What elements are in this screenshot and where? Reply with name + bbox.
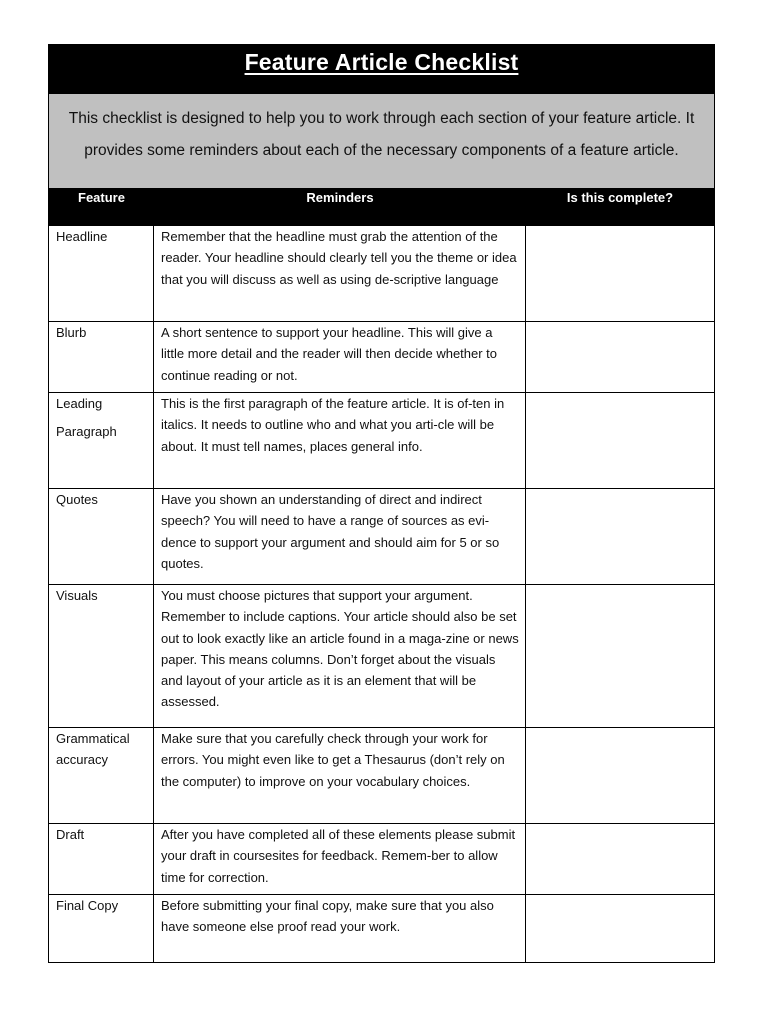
row-complete-cell[interactable]	[526, 489, 714, 584]
row-complete-cell[interactable]	[526, 393, 714, 488]
row-feature-line2: Paragraph	[56, 424, 117, 439]
table-row-visuals	[49, 584, 714, 727]
document-title: Feature Article Checklist	[244, 49, 519, 75]
row-complete-cell[interactable]	[526, 824, 714, 894]
header-reminders: Reminders	[306, 190, 374, 205]
row-reminder: Make sure that you carefully check through your work for errors. You might even like to get a Thesaurus (don’t rely on the computer) to improve on your vocabulary choices.	[154, 728, 526, 823]
row-feature: Blurb	[49, 322, 154, 392]
table-row-leading-paragraph	[49, 392, 714, 488]
table-row-quotes	[49, 488, 714, 584]
header-complete: Is this complete?	[566, 190, 674, 205]
row-feature: Draft	[49, 824, 154, 894]
title-bar	[49, 45, 714, 93]
row-reminder: Remember that the headline must grab the attention of the reader. Your headline should clearly tell you the theme or idea that you will discuss as well as using de-scriptive language	[154, 226, 526, 321]
table-row-headline	[49, 225, 714, 321]
row-complete-cell[interactable]	[526, 895, 714, 962]
table-row-final-copy	[49, 894, 714, 962]
row-complete-cell[interactable]	[526, 728, 714, 823]
row-reminder: Have you shown an understanding of direct and indirect speech? You will need to have a range of sources as evi-dence to support your argument and should aim for 5 or so quotes.	[154, 489, 526, 584]
table-row-blurb	[49, 321, 714, 392]
row-complete-cell[interactable]	[526, 322, 714, 392]
intro-text: This checklist is designed to help you to work through each section of your feature article. It provides some reminders about each of the necessary components of a feature article.	[49, 93, 714, 188]
row-feature	[49, 393, 154, 488]
row-feature: Final Copy	[49, 895, 154, 962]
row-feature: Quotes	[49, 489, 154, 584]
row-feature-line1: Leading	[56, 396, 103, 411]
row-reminder: You must choose pictures that support your argument. Remember to include captions. Your article should also be set out to look exactly like an article found in a maga-zine or news paper. This means columns. Don’t forget about the visuals and layout of your article as it is an element that will be assessed.	[154, 585, 526, 727]
table-header	[49, 188, 714, 225]
checklist-sheet	[48, 44, 715, 963]
table-row-grammatical-accuracy	[49, 727, 714, 823]
row-reminder: This is the first paragraph of the feature article. It is of-ten in italics. It needs to outline who and what you arti-cle will be about. It must tell names, places general info.	[154, 393, 526, 488]
header-feature: Feature	[78, 190, 125, 205]
row-complete-cell[interactable]	[526, 585, 714, 727]
row-feature: Visuals	[49, 585, 154, 727]
row-reminder: After you have completed all of these elements please submit your draft in coursesites for feedback. Remem-ber to allow time for correction.	[154, 824, 526, 894]
row-reminder: A short sentence to support your headline. This will give a little more detail and the reader will then decide whether to continue reading or not.	[154, 322, 526, 392]
row-complete-cell[interactable]	[526, 226, 714, 321]
row-feature: Headline	[49, 226, 154, 321]
row-feature: Grammatical accuracy	[49, 728, 154, 823]
table-row-draft	[49, 823, 714, 894]
row-reminder: Before submitting your final copy, make sure that you also have someone else proof read your work.	[154, 895, 526, 962]
